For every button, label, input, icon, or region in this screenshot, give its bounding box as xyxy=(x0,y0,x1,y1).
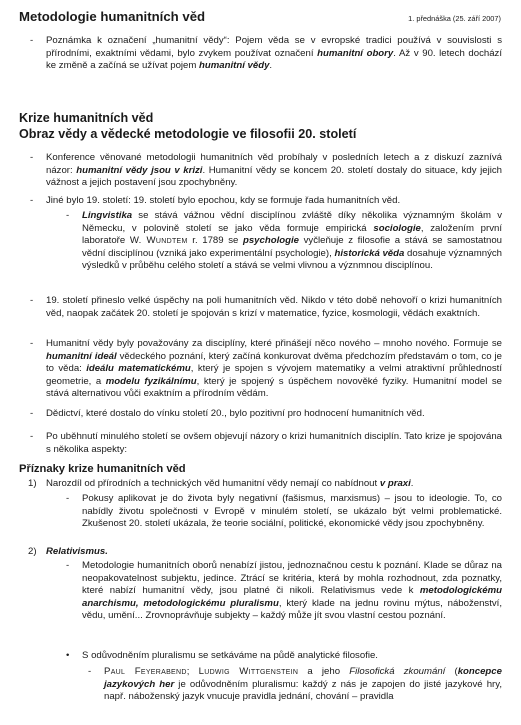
paragraph xyxy=(46,152,502,190)
paragraph: Dědictví, které dostalo do vínku století 20., bylo pozitivní pro hodnocení humanitních věd. xyxy=(46,408,425,419)
emphasis: humanitní obory xyxy=(317,47,394,59)
person-name: Paul Feyerabend xyxy=(104,666,187,677)
emphasis: humanitní ideál xyxy=(46,350,117,362)
list-dash: - xyxy=(30,152,34,163)
list-item: Relativismus. xyxy=(46,546,108,557)
paragraph: Jiné bylo 19. století: 19. století bylo epochou, kdy se formuje řada humanitních věd. xyxy=(46,195,401,206)
text-run: , který je spojen s vývojem matematiky a velmi atraktivní průhledností geometrie, a xyxy=(46,363,502,387)
section-heading: Příznaky krize humanitních věd xyxy=(19,463,186,475)
paragraph xyxy=(82,560,502,623)
paragraph: S odůvodněním pluralismu se setkáváme na půdě analytické filosofie. xyxy=(82,650,378,661)
text-run: Narozdíl od přírodních a technických věd humanitní vědy nemají co nabídnout xyxy=(46,478,380,489)
list-dash: - xyxy=(30,431,34,442)
text-run: . Humanitní vědy se koncem 20. století dostaly do situace, kdy jejich vážnost a jejich postavení jsou zpochybněny. xyxy=(46,164,502,189)
text-run: dosahuje významných výsledků v průběhu celého století a stává se velmi vlivnou a význmnou disciplínou. xyxy=(82,247,503,272)
book-title: Filosofická zkoumání xyxy=(349,666,446,677)
list-dash: - xyxy=(30,295,34,306)
person-name: Ludwig Wittgenstein xyxy=(198,666,299,677)
list-dash: - xyxy=(66,210,70,221)
emphasis: ideálu matematickému xyxy=(86,363,191,375)
list-dash: - xyxy=(30,408,34,419)
list-dash: - xyxy=(30,35,34,46)
list-dash: - xyxy=(88,666,92,677)
text-run: ; xyxy=(186,666,199,677)
emphasis: koncepce jazykových her xyxy=(104,666,502,690)
document-title: Metodologie humanitních věd xyxy=(19,9,206,24)
emphasis: sociologie xyxy=(373,222,421,234)
emphasis: psychologie xyxy=(242,235,299,247)
intro-note xyxy=(46,35,502,73)
paragraph xyxy=(104,666,502,704)
list-number: 1) xyxy=(28,478,37,489)
list-dash: - xyxy=(30,195,34,206)
text-run: se stává vážnou vědní disciplínou zvláště díky několika významným školám v Německu, v polovině století se jako věda formuje empirická xyxy=(82,210,502,234)
list-dash: - xyxy=(66,560,70,571)
emphasis: Lingvistika xyxy=(82,210,133,221)
text-run: Humanitní vědy byly považovány za disciplíny, které přinášejí něco nového – mnoho nového. Formuje se xyxy=(46,338,502,349)
text-run: vyčleňuje z filosofie a stává se samostatnou vědní disciplínou (vzniká jako experimentální psychologie), xyxy=(82,235,503,259)
text-run: Poznámka k označení „humanitní vědy“: Pojem věda se v evropské tradici používá v souvislosti s přírodními, exaktními vědami, bylo zvykem používat označení xyxy=(46,35,502,59)
text-run: . Až v 90. letech dochází ke změně a začíná se užívat pojem xyxy=(46,47,502,72)
emphasis: metodologickému anarchismu, metodologickému pluralismu xyxy=(82,585,502,609)
list-dash: - xyxy=(66,493,70,504)
text-run: Konference věnované metodologii humanitních věd probíhaly v posledních letech a z diskuzí zaznívá názor: xyxy=(46,152,502,176)
paragraph: Pokusy aplikovat je do života byly negativní (fašismus, marxismus) – jsou to ideologie. To, co nabídly životu společnosti v Evropě v minulém století, se ukázalo být velmi problematické. Zkušenost 20. století ukázala, že teorie sociální, politické, ekonomické vědy jsou zpochybněny. xyxy=(82,493,502,530)
text-run: Metodologie humanitních oborů nenabízí jistou, jednoznačnou cestu k poznání. Klade se důraz na neopakovatelnost subjektu, jedince. Ztrácí se kritéria, která by mohla rozhodnout, zda poznatky, které nabízí humanitní vědy, jsou platné či nikoli. Relativismus vede k xyxy=(82,560,502,597)
text-run: , který je spojený s úspěchem novověké fyziky. Humanitní model se stává alternativou vůči exaktním a přírodním vědám. xyxy=(46,375,502,400)
text-run: , který klade na jednu rovinu mýtus, náboženství, vědu, umění... Zrovnoprávňuje subjekty – každý může jít svou vlastní cestou poznání. xyxy=(82,597,503,622)
text-run: r. 1789 se xyxy=(187,235,243,247)
person-name: W. Wundtem xyxy=(129,235,188,247)
paragraph: 19. století přineslo velké úspěchy na poli humanitních věd. Nikdo v této době nehovoří o krizi humanitních věd, naopak začátek 20. století je spojován s krizí v matematice, fyzice, kosmologii, vědách exaktních. xyxy=(46,295,502,319)
text-run: . xyxy=(410,478,414,489)
list-number: 2) xyxy=(28,546,37,557)
text-run: ( xyxy=(445,666,458,677)
emphasis: v praxi xyxy=(379,478,411,489)
section-subheading: Obraz vědy a vědecké metodologie ve filosofii 20. století xyxy=(19,127,357,141)
section-heading: Krize humanitních věd xyxy=(19,111,154,125)
list-bullet: • xyxy=(66,650,70,661)
paragraph: Po uběhnutí minulého století se ovšem objevují názory o krizi humanitních disciplín. Tato krize je spojována s několika aspekty: xyxy=(46,431,502,455)
list-item xyxy=(46,478,502,491)
text-run: vědeckého poznání, který začíná konkurovat dvěma předchozím představám o tom, co je to věda: xyxy=(46,350,502,375)
emphasis: historická věda xyxy=(334,247,405,259)
text-run: , založením první laboratoře xyxy=(82,222,502,247)
text-run: a jeho xyxy=(298,666,350,677)
lecture-meta: 1. přednáška (25. září 2007) xyxy=(408,14,501,23)
list-dash: - xyxy=(30,338,34,349)
emphasis: humanitní vědy xyxy=(199,60,270,72)
emphasis: modelu fyzikálnímu xyxy=(105,375,197,387)
emphasis: humanitní vědy jsou v krizi xyxy=(76,164,203,176)
text-run: . xyxy=(269,60,273,72)
paragraph xyxy=(82,210,502,273)
paragraph xyxy=(46,338,502,401)
text-run: je odůvodněním pluralismu: každý z nás je zapojen do jisté jazykové hry, např. náboženský jazyk vnucuje pravidla jednání, chování – pravidla xyxy=(104,678,502,703)
